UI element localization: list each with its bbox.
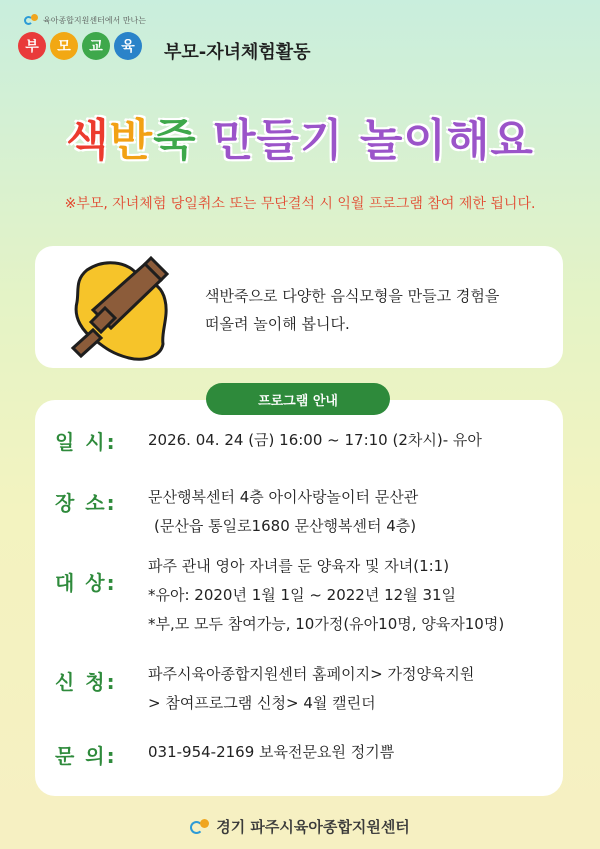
value-line: 문산행복센터 4층 아이사랑놀이터 문산관 — [148, 488, 419, 506]
label-apply: 신 청: — [55, 670, 117, 694]
badge-yuk: 육 — [114, 32, 142, 60]
value-line: *유아: 2020년 1월 1일 ~ 2022년 12월 31일 — [148, 586, 457, 604]
value-line: > 참여프로그램 신청> 4월 캘린더 — [148, 694, 376, 712]
intro-line-2: 떠올려 놀이해 봅니다. — [205, 315, 350, 333]
value-line: 파주 관내 영아 자녀를 둔 양육자 및 자녀(1:1) — [148, 557, 450, 575]
badge-gyo: 교 — [82, 32, 110, 60]
center-logo-sub — [24, 14, 146, 26]
label-datetime: 일 시: — [55, 430, 117, 454]
title-part-3: 죽 — [153, 115, 197, 166]
intro-line-1: 색반죽으로 다양한 음식모형을 만들고 경험을 — [205, 287, 500, 305]
title-part-1: 색 — [66, 115, 110, 166]
value-line: 2026. 04. 24 (금) 16:00 ~ 17:10 (2차시)- 유아 — [148, 431, 482, 449]
value-line: 031-954-2169 보육전문요원 정기쁨 — [148, 743, 395, 761]
label-inquiry: 문 의: — [55, 744, 117, 768]
header-title: 부모-자녀체험활동 — [164, 42, 311, 63]
badge-mo: 모 — [50, 32, 78, 60]
title-part-4: 만들기 놀이해요 — [196, 115, 534, 166]
value-datetime — [148, 426, 482, 455]
value-apply — [148, 660, 474, 718]
center-logo-icon — [24, 14, 40, 26]
badge-bu: 부 — [18, 32, 46, 60]
title-part-2: 반 — [109, 115, 154, 166]
value-place — [148, 483, 418, 541]
intro-text — [205, 282, 550, 338]
intro-card — [35, 246, 563, 368]
program-badges — [18, 32, 142, 60]
footer-center-name: 경기 파주시육아종합지원센터 — [216, 818, 410, 836]
value-inquiry — [148, 738, 394, 767]
program-info-tab: 프로그램 안내 — [206, 383, 390, 415]
center-logo-icon — [190, 819, 212, 835]
label-target: 대 상: — [55, 571, 117, 595]
value-line: *부,모 모두 참여가능, 10가정(유아10명, 양육자10명) — [148, 615, 505, 633]
header — [18, 12, 578, 72]
program-card — [35, 400, 563, 796]
rolling-pin-dough-icon — [65, 252, 175, 364]
footer — [0, 816, 600, 837]
header-subtitle: 육아종합지원센터에서 만나는 — [43, 15, 147, 25]
notice-text: ※부모, 자녀체험 당일취소 또는 무단결석 시 익월 프로그램 참여 제한 됩니다. — [64, 196, 536, 212]
value-target — [148, 552, 504, 639]
main-title — [0, 104, 600, 168]
value-line: (문산읍 통일로1680 문산행복센터 4층) — [154, 517, 417, 535]
label-place: 장 소: — [55, 491, 117, 515]
value-line: 파주시육아종합지원센터 홈페이지> 가정양육지원 — [148, 665, 475, 683]
